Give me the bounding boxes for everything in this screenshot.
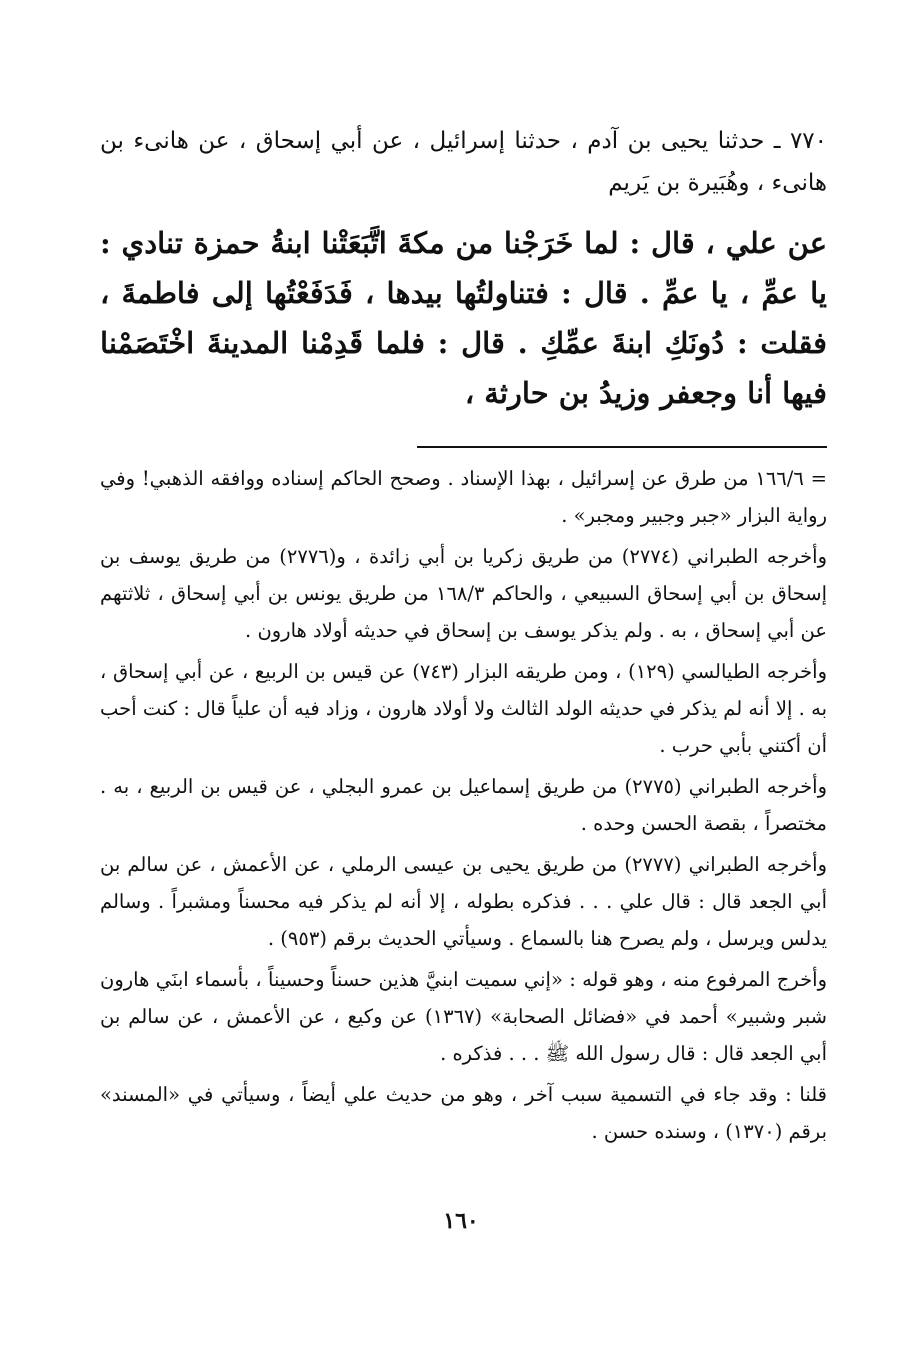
footnote-paragraph: وأخرجه الطبراني (٢٧٧٤) من طريق زكريا بن أبي زائدة ، و(٢٧٧٦) من طريق يوسف بن إسحاق بن أبي إسحاق السبيعي ، والحاكم ١٦٨/٣ من طريق يونس بن أبي إسحاق ، ثلاثتهم عن أبي إسحاق ، به . ولم يذكر يوسف بن إسحاق في حديثه أولاد هارون . xyxy=(100,545,827,642)
footnote-paragraph: = ١٦٦/٦ من طرق عن إسرائيل ، بهذا الإسناد . وصحح الحاكم إسناده ووافقه الذهبي! وفي رواية البزار «جبر وجبير ومجبر» . xyxy=(100,467,827,527)
footnote-paragraph: وأخرج المرفوع منه ، وهو قوله : «إني سميت ابنيَّ هذين حسناً وحسيناً ، بأسماء ابنَي هارون شبر وشبير» أحمد في «فضائل الصحابة» (١٣٦٧) عن وكيع ، عن الأعمش ، عن سالم بن أبي الجعد قال : قال رسول الله ﷺ . . . فذكره . xyxy=(100,968,827,1065)
hadith-text: عن علي ، قال : لما خَرَجْنا من مكةَ اتَّبَعَتْنا ابنةُ حمزة تنادي : يا عمِّ ، يا عمِّ . قال : فتناولتُها بيدها ، فَدَفَعْتُها إلى فاطمةَ ، فقلت : دُونَكِ ابنةَ عمِّكِ . قال : فلما قَدِمْنا المدينةَ اخْتَصَمْنا فيها أنا وجعفر وزيدُ بن حارثة ، xyxy=(100,226,827,410)
hadith-isnad: ٧٧٠ ـ حدثنا يحيى بن آدم ، حدثنا إسرائيل ، عن أبي إسحاق ، عن هانىء بن هانىء ، وهُبَيرة بن يَريم xyxy=(100,128,827,196)
footnote-paragraph: قلنا : وقد جاء في التسمية سبب آخر ، وهو من حديث علي أيضاً ، وسيأتي في «المسند» برقم (١٣٧٠) ، وسنده حسن . xyxy=(100,1083,827,1143)
page-number: ١٦٠ xyxy=(443,1208,479,1234)
footnotes xyxy=(100,460,827,1150)
footnote-separator xyxy=(417,446,827,448)
footnote-paragraph: وأخرجه الطبراني (٢٧٧٥) من طريق إسماعيل بن عمرو البجلي ، عن قيس بن الربيع ، به . مختصراً ، بقصة الحسن وحده . xyxy=(100,775,828,835)
footnote-paragraph: وأخرجه الطبراني (٢٧٧٧) من طريق يحيى بن عيسى الرملي ، عن الأعمش ، عن سالم بن أبي الجعد قال : قال علي . . . فذكره بطوله ، إلا أنه لم يذكر فيه محسناً ومشبراً . وسالم يدلس ويرسل ، ولم يصرح هنا بالسماع . وسيأتي الحديث برقم (٩٥٣) . xyxy=(100,853,827,950)
footnote-paragraph: وأخرجه الطيالسي (١٢٩) ، ومن طريقه البزار (٧٤٣) عن قيس بن الربيع ، عن أبي إسحاق ، به . إلا أنه لم يذكر في حديثه الولد الثالث ولا أولاد هارون ، وزاد فيه أن علياً قال : كنت أحب أن أكتني بأبي حرب . xyxy=(100,660,827,757)
